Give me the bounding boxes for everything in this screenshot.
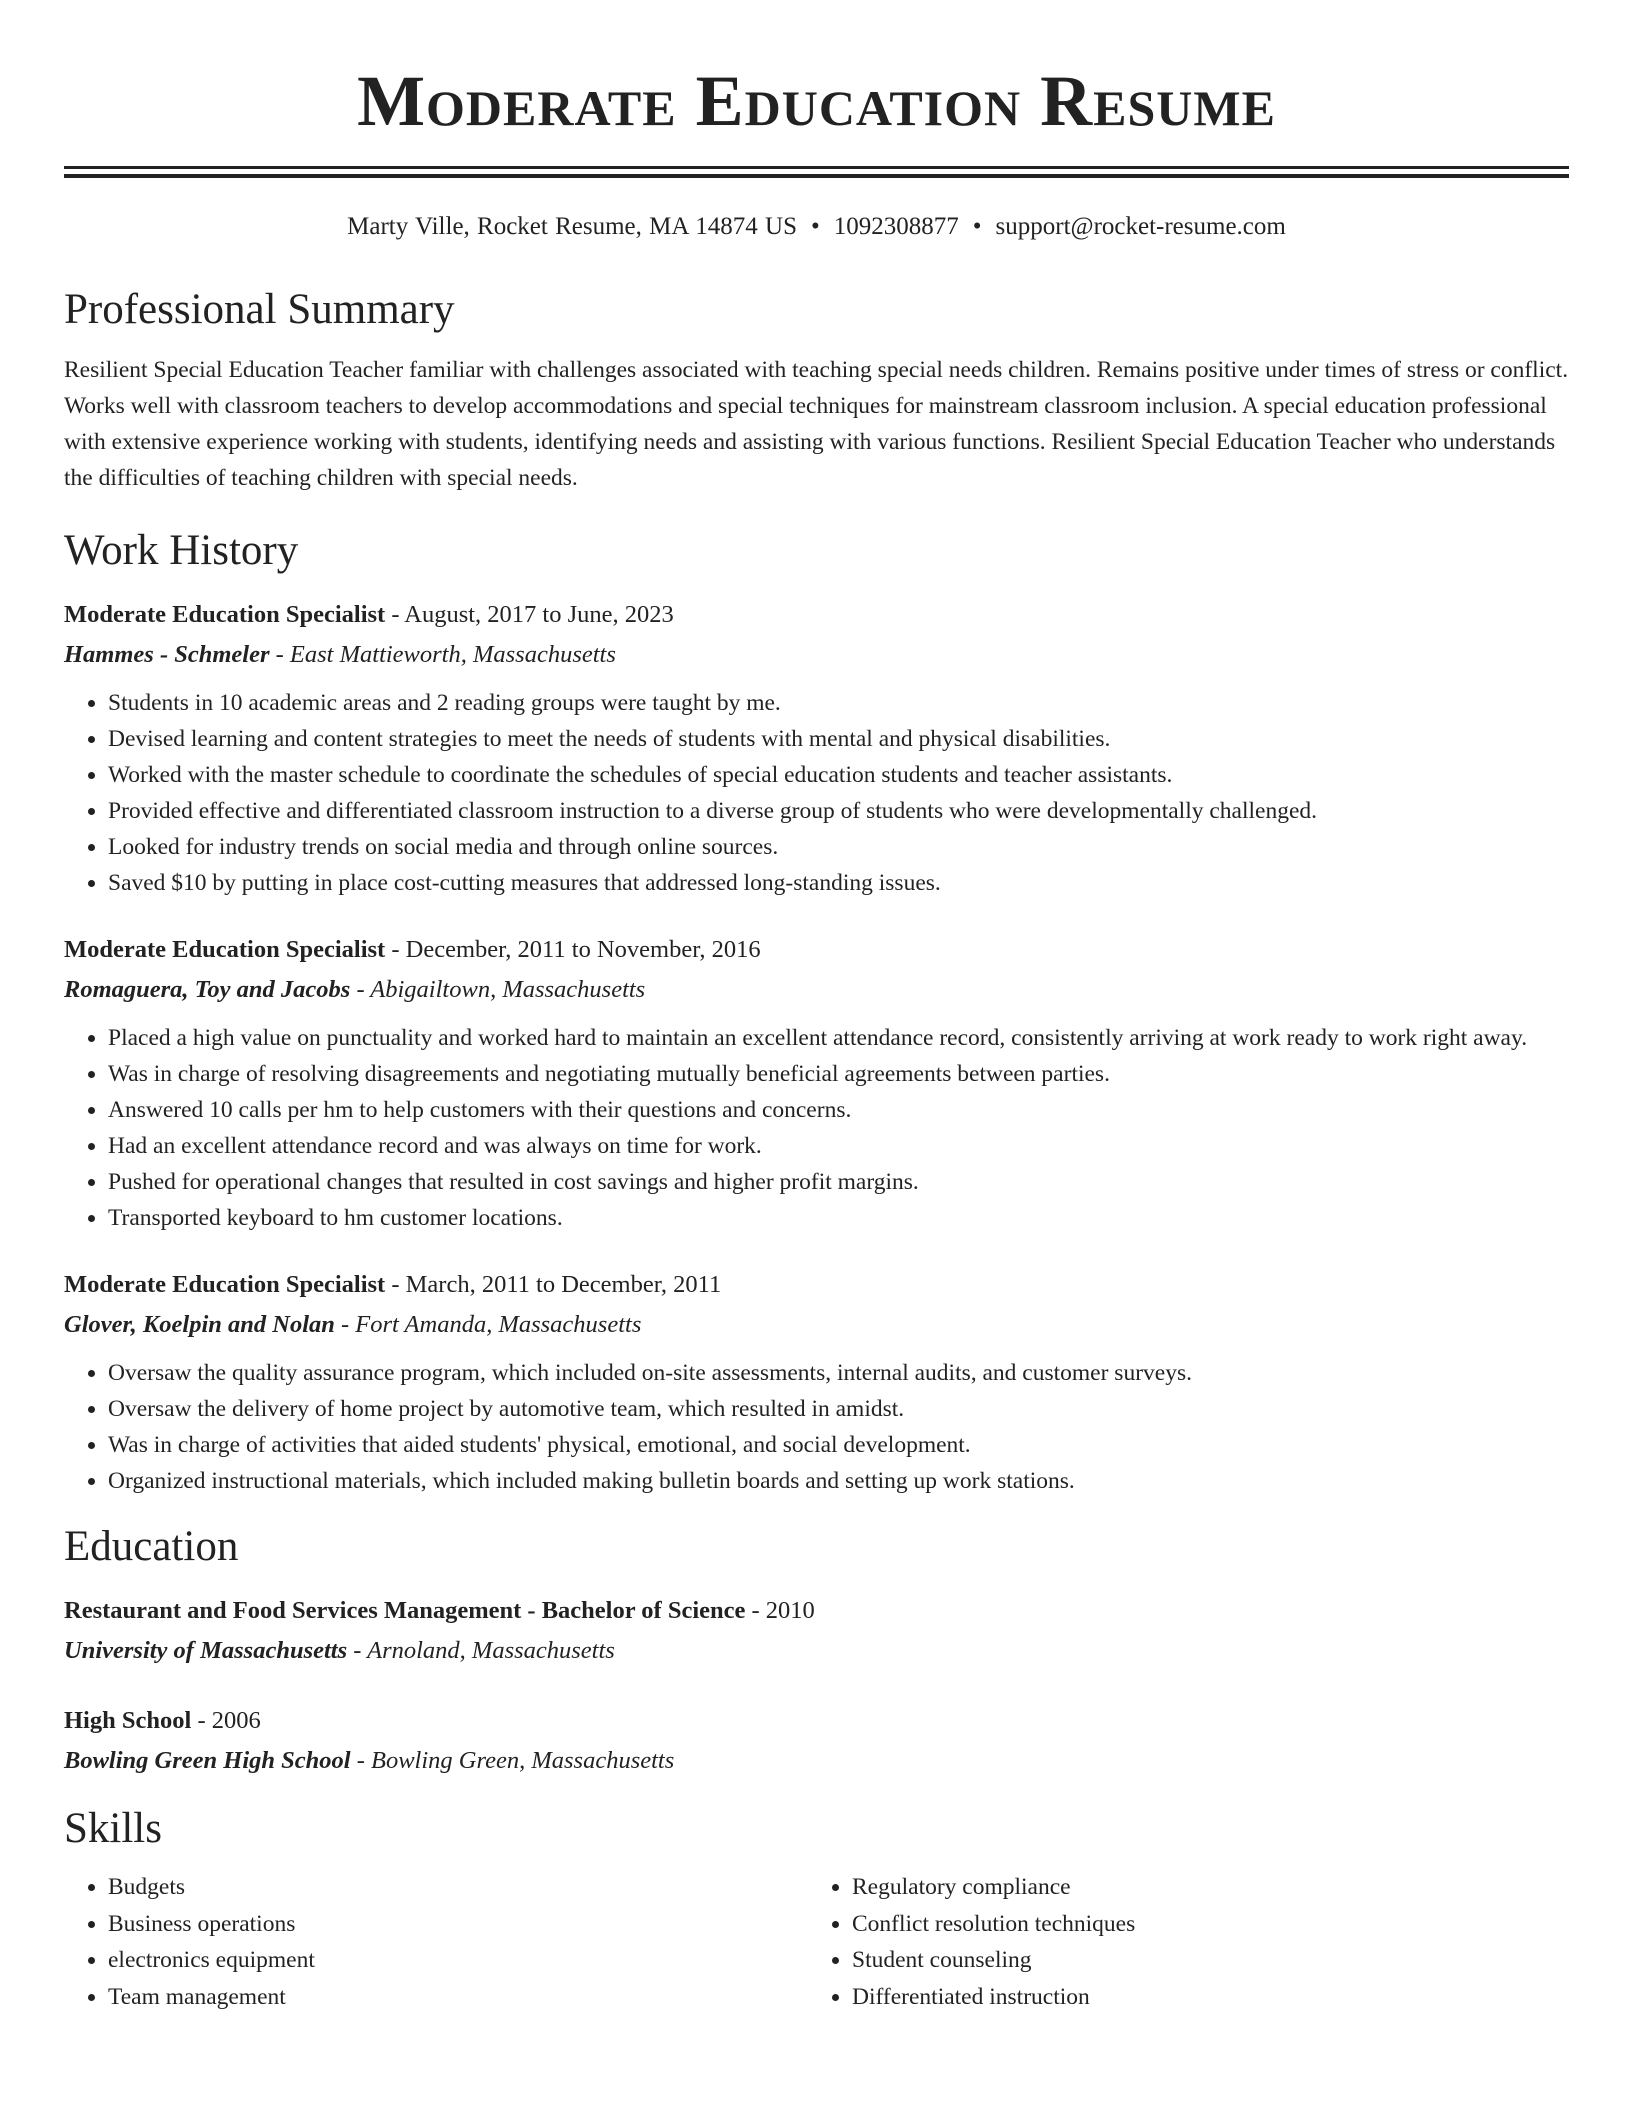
skills-columns [64,1869,1569,2015]
degree-name: High School [64,1707,192,1734]
degree-line [64,1591,1569,1631]
job-title-line [64,595,1569,635]
job-dates: - December, 2011 to November, 2016 [385,936,761,963]
job-bullets [64,1020,1569,1236]
degree-year: - 2006 [191,1707,261,1734]
work-history-heading: Work History [64,527,299,574]
list-item: • Organized instructional materials, which included making bulletin boards and setting up work stations. [108,1463,1569,1499]
list-item: • Worked with the master schedule to coordinate the schedules of special education students and teacher assistants. [108,757,1569,793]
skill-item: • Regulatory compliance [852,1869,1552,1906]
job-bullets [64,685,1569,901]
education-entry [64,1591,1569,1671]
list-item: • Saved $10 by putting in place cost-cutting measures that addressed long-standing issues. [108,865,1569,901]
school-location: - Bowling Green, Massachusetts [350,1747,675,1774]
title-divider-secondary [64,174,1569,178]
skills-list-right [808,1869,1552,2015]
skill-item: • Student counseling [852,1942,1552,1979]
job-title: Moderate Education Specialist [64,1271,386,1298]
contact-line [64,210,1569,244]
list-item: • Was in charge of activities that aided students' physical, emotional, and social development. [108,1427,1569,1463]
list-item: • Answered 10 calls per hm to help customers with their questions and concerns. [108,1092,1569,1128]
job-title: Moderate Education Specialist [64,601,386,628]
list-item: • Looked for industry trends on social media and through online sources. [108,829,1569,865]
job-title-line [64,930,1569,970]
job-title-line [64,1265,1569,1305]
education-entry [64,1701,1569,1781]
summary-heading: Professional Summary [64,286,455,333]
list-item: • Transported keyboard to hm customer locations. [108,1200,1569,1236]
list-item: • Pushed for operational changes that resulted in cost savings and higher profit margins. [108,1164,1569,1200]
job-entry [64,1265,1569,1499]
title-divider [64,166,1569,169]
school-line [64,1631,1569,1671]
contact-separator: • [972,213,982,240]
school-name: University of Massachusetts [64,1637,348,1664]
list-item: • Was in charge of resolving disagreements and negotiating mutually beneficial agreements between parties. [108,1056,1569,1092]
job-bullets [64,1355,1569,1499]
job-entry [64,930,1569,1236]
skill-item: • Differentiated instruction [852,1979,1552,2016]
skills-list-left [64,1869,808,2015]
company-name: Romaguera, Toy and Jacobs [64,976,351,1003]
summary-text: Resilient Special Education Teacher familiar with challenges associated with teaching special needs children. Remains positive under times of stress or conflict. Works well with classroom teachers to develop accommodations and special techniques for mainstream classroom inclusion. A special education professional with extensive experience working with students, identifying needs and assisting with various functions. Resilient Special Education Teacher who understands the difficulties of teaching children with special needs. [64,357,1569,491]
school-name: Bowling Green High School [64,1747,351,1774]
school-location: - Arnoland, Massachusetts [347,1637,615,1664]
skill-item: • Team management [108,1979,808,2016]
skill-item: • electronics equipment [108,1942,808,1979]
job-dates: - August, 2017 to June, 2023 [385,601,674,628]
contact-email: support@rocket-resume.com [995,213,1286,240]
list-item: • Placed a high value on punctuality and worked hard to maintain an excellent attendance record, consistently arriving at work ready to work right away. [108,1020,1569,1056]
company-location: - Abigailtown, Massachusetts [350,976,646,1003]
education-heading: Education [64,1523,239,1570]
job-entry [64,595,1569,901]
company-location: - East Mattieworth, Massachusetts [269,641,616,668]
company-location: - Fort Amanda, Massachusetts [334,1311,642,1338]
contact-address: Marty Ville, Rocket Resume, MA 14874 US [347,213,798,240]
list-item: • Oversaw the quality assurance program, which included on-site assessments, internal audits, and customer surveys. [108,1355,1569,1391]
skill-item: • Budgets [108,1869,808,1906]
page-title: Moderate Education Resume [357,61,1276,141]
company-line [64,1305,1569,1345]
skill-item: • Business operations [108,1906,808,1943]
list-item: • Had an excellent attendance record and was always on time for work. [108,1128,1569,1164]
job-dates: - March, 2011 to December, 2011 [385,1271,722,1298]
skill-item: • Conflict resolution techniques [852,1906,1552,1943]
contact-separator: • [811,213,820,240]
company-name: Hammes - Schmeler [64,641,270,668]
school-line [64,1741,1569,1781]
contact-phone: 1092308877 [833,213,959,240]
degree-name: Restaurant and Food Services Management - Bachelor of Science [64,1597,746,1624]
company-line [64,970,1569,1010]
list-item: • Devised learning and content strategies to meet the needs of students with mental and physical disabilities. [108,721,1569,757]
degree-year: - 2010 [745,1597,815,1624]
list-item: • Oversaw the delivery of home project by automotive team, which resulted in amidst. [108,1391,1569,1427]
skills-heading: Skills [64,1805,162,1852]
company-name: Glover, Koelpin and Nolan [64,1311,335,1338]
resume-page [64,0,1569,2015]
list-item: • Provided effective and differentiated classroom instruction to a diverse group of students who were developmentally challenged. [108,793,1569,829]
list-item: • Students in 10 academic areas and 2 reading groups were taught by me. [108,685,1569,721]
degree-line [64,1701,1569,1741]
job-title: Moderate Education Specialist [64,936,386,963]
company-line [64,635,1569,675]
